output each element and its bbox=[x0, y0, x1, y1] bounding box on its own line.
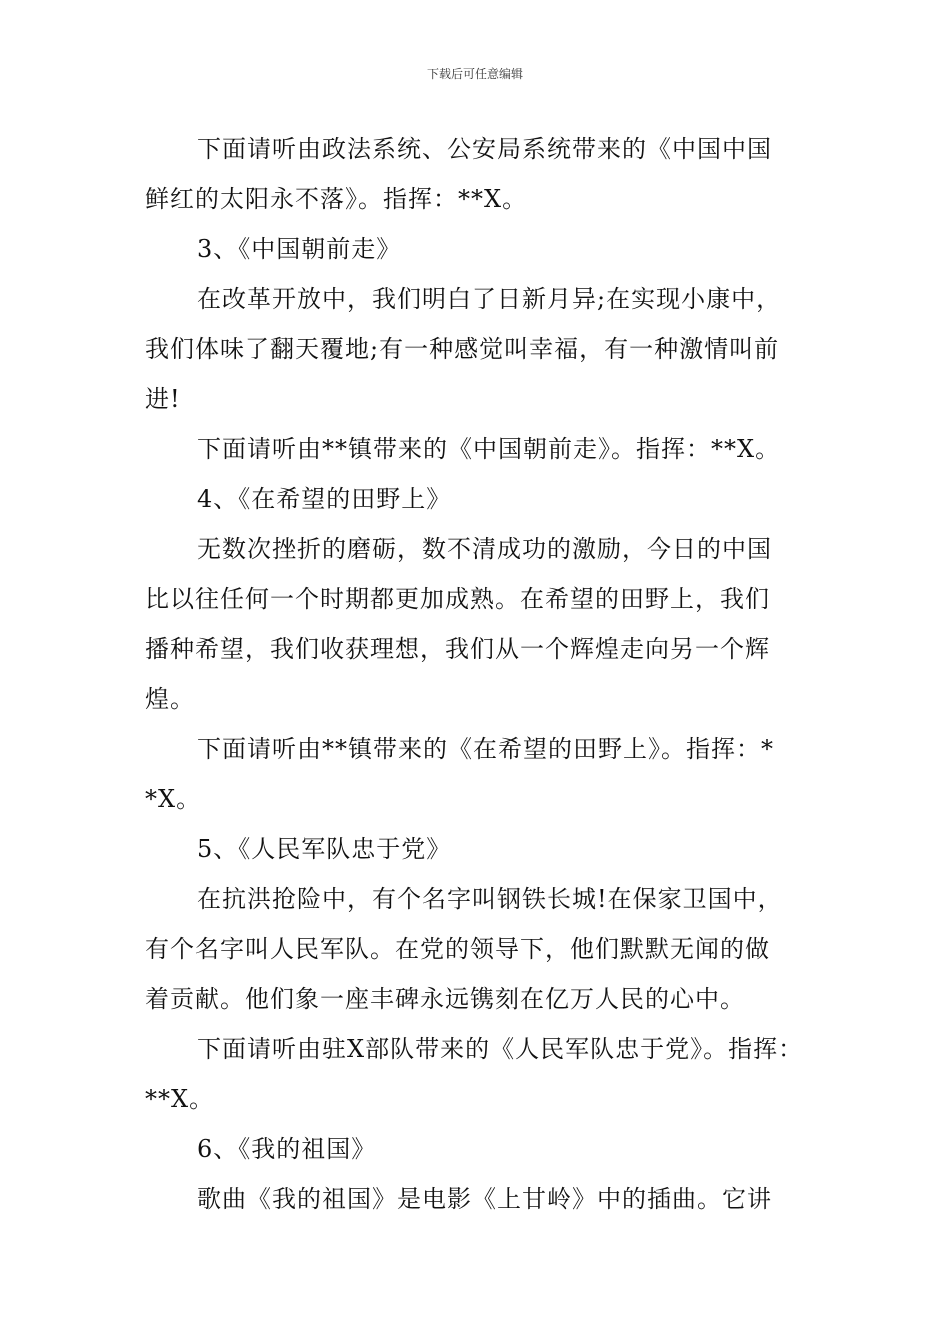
paragraph-line: 在改革开放中，我们明白了日新月异;在实现小康中， bbox=[197, 285, 782, 313]
paragraph-line: 进! bbox=[145, 385, 181, 413]
paragraph-line: 下面请听由**镇带来的《在希望的田野上》。指挥：* bbox=[197, 735, 774, 763]
paragraph-line: 鲜红的太阳永不落》。指挥：**X。 bbox=[145, 185, 528, 213]
paragraph-line: 着贡献。他们象一座丰碑永远镌刻在亿万人民的心中。 bbox=[145, 985, 745, 1013]
paragraph-line: 有个名字叫人民军队。在党的领导下，他们默默无闻的做 bbox=[145, 935, 770, 963]
paragraph-line: *X。 bbox=[145, 785, 202, 813]
paragraph-line: 歌曲《我的祖国》是电影《上甘岭》中的插曲。它讲 bbox=[197, 1185, 772, 1213]
page-header: 下载后可任意编辑 bbox=[426, 67, 523, 81]
paragraph-line: 下面请听由驻X部队带来的《人民军队忠于党》。指挥： bbox=[197, 1035, 804, 1063]
section-heading: 5、《人民军队忠于党》 bbox=[197, 835, 452, 863]
paragraph-line: **X。 bbox=[145, 1085, 215, 1113]
paragraph-line: 播种希望，我们收获理想，我们从一个辉煌走向另一个辉 bbox=[145, 635, 770, 663]
section-heading: 3、《中国朝前走》 bbox=[197, 235, 402, 263]
paragraph-line: 在抗洪抢险中，有个名字叫钢铁长城!在保家卫国中， bbox=[197, 885, 783, 913]
paragraph-line: 下面请听由**镇带来的《中国朝前走》。指挥：**X。 bbox=[197, 435, 781, 463]
paragraph-line: 下面请听由政法系统、公安局系统带来的《中国中国 bbox=[197, 135, 772, 163]
document-body bbox=[145, 128, 807, 1228]
paragraph-line: 我们体味了翻天覆地;有一种感觉叫幸福，有一种激情叫前 bbox=[145, 335, 780, 363]
paragraph-line: 比以往任何一个时期都更加成熟。在希望的田野上，我们 bbox=[145, 585, 770, 613]
paragraph-line: 无数次挫折的磨砺，数不清成功的激励，今日的中国 bbox=[197, 535, 772, 563]
section-heading: 4、《在希望的田野上》 bbox=[197, 485, 452, 513]
section-heading: 6、《我的祖国》 bbox=[197, 1135, 377, 1163]
paragraph-line: 煌。 bbox=[145, 685, 195, 713]
